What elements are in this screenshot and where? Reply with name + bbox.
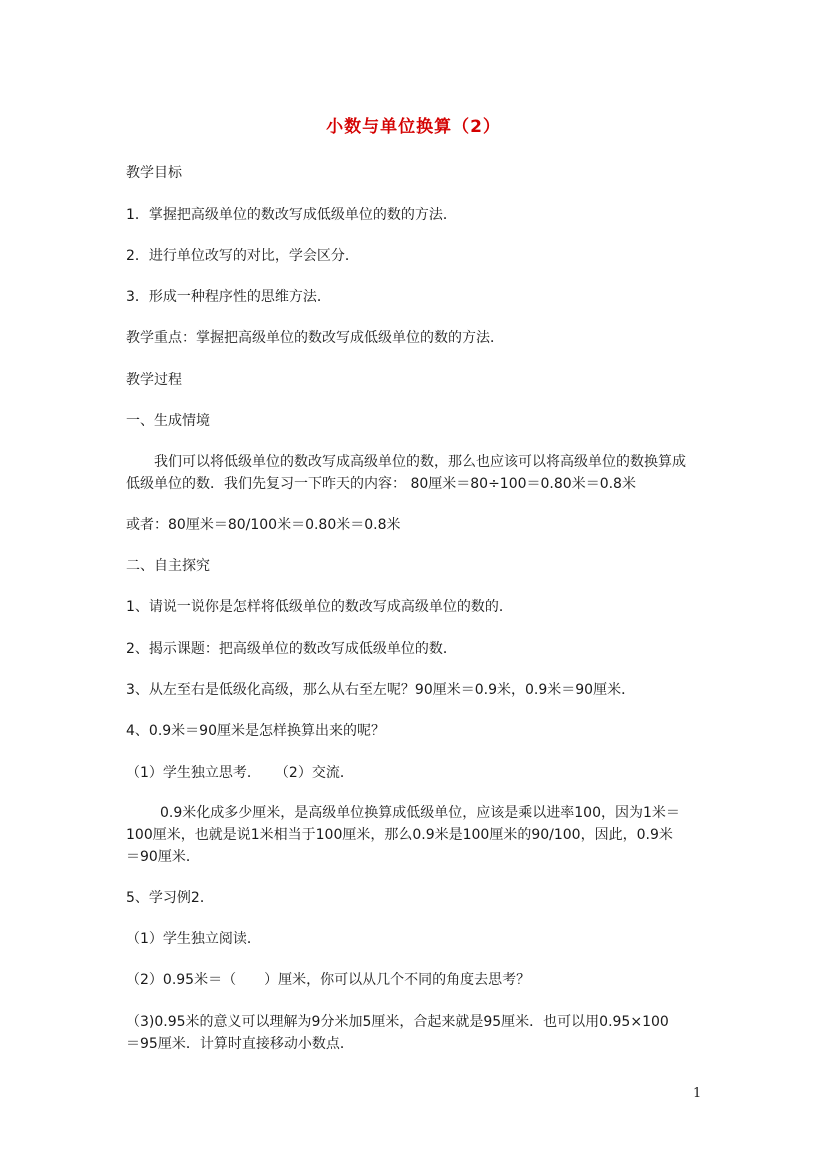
list-item: 4、0.9米＝90厘米是怎样换算出来的呢？	[126, 723, 385, 739]
list-item: （1）学生独立阅读．	[126, 931, 261, 947]
step-heading-2: 二、自主探究	[126, 558, 210, 574]
list-item: （2）0.95米＝（ ）厘米，你可以从几个不同的角度去思考？	[126, 972, 531, 988]
paragraph-line: 100厘米，也就是说1米相当于100厘米，那么0.9米是100厘米的90/100，因此，0.9米	[126, 827, 673, 843]
section-heading-goals: 教学目标	[126, 165, 182, 181]
goal-item-2: 2．进行单位改写的对比，学会区分．	[126, 248, 359, 264]
section-heading-process: 教学过程	[126, 372, 182, 388]
paragraph-line: ＝95厘米．计算时直接移动小数点．	[126, 1036, 354, 1052]
paragraph-line: 或者：80厘米＝80/100米＝0.80米＝0.8米	[126, 517, 401, 533]
page-number: 1	[693, 1086, 702, 1101]
list-item: 5、学习例2．	[126, 890, 214, 906]
goal-item-3: 3．形成一种程序性的思维方法．	[126, 289, 331, 305]
document-title: 小数与单位换算（2）	[326, 117, 501, 137]
paragraph-line: （3)0.95米的意义可以理解为9分米加5厘米，合起来就是95厘米．也可以用0.95×100	[126, 1014, 669, 1030]
paragraph-line: 我们可以将低级单位的数改写成高级单位的数，那么也应该可以将高级单位的数换算成	[154, 454, 686, 470]
list-item: 2、揭示课题：把高级单位的数改写成低级单位的数．	[126, 641, 457, 657]
paragraph-line: ＝90厘米．	[126, 849, 200, 865]
list-item: 1、请说一说你是怎样将低级单位的数改写成高级单位的数的．	[126, 599, 513, 615]
key-point: 教学重点：掌握把高级单位的数改写成低级单位的数的方法．	[126, 330, 504, 346]
step-heading-1: 一、生成情境	[126, 413, 210, 429]
list-item: 3、从左至右是低级化高级，那么从右至左呢？90厘米＝0.9米，0.9米＝90厘米．	[126, 682, 636, 698]
list-item: （1）学生独立思考． （2）交流．	[126, 765, 354, 781]
paragraph-line: 低级单位的数．我们先复习一下昨天的内容： 80厘米＝80÷100＝0.80米＝0.8米	[126, 476, 636, 492]
goal-item-1: 1．掌握把高级单位的数改写成低级单位的数的方法．	[126, 207, 457, 223]
paragraph-line: 0.9米化成多少厘米，是高级单位换算成低级单位，应该是乘以进率100，因为1米＝	[160, 805, 680, 821]
